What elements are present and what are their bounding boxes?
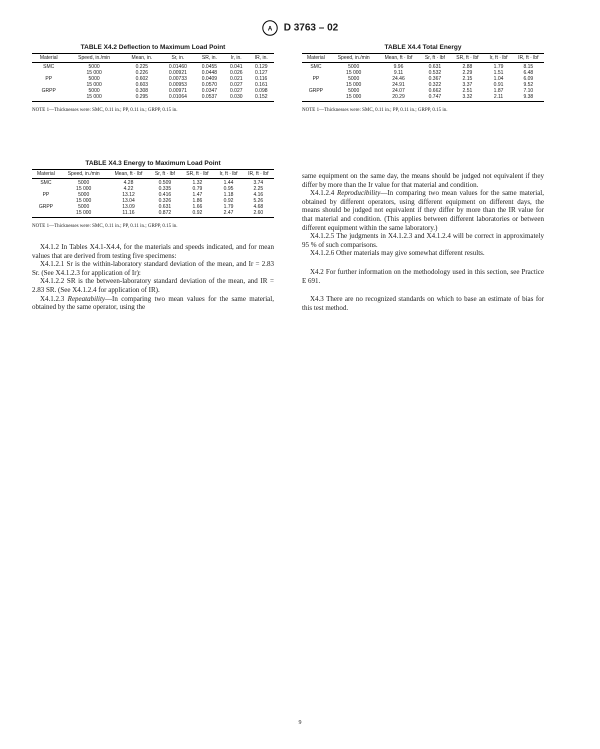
value-cell: 0.0537 (195, 94, 224, 102)
material-cell: PP (312, 76, 320, 82)
value-cell: 5000 (88, 64, 100, 70)
standard-designation: D 3763 – 02 (283, 22, 339, 34)
table-x44-caption: TABLE X4.4 Total Energy (384, 44, 462, 51)
value-cell: 0.00953 (168, 82, 187, 88)
value-cell: 0.01064 (161, 94, 195, 102)
column-header: SR, ft · lbf (180, 170, 214, 179)
paragraph-x4-1-2: X4.1.2 In Tables X4.1-X4.4, for the materials and speeds indicated, and for mean values that are derived from testing five specimens: (32, 243, 274, 260)
column-header: Sr, in. (161, 54, 195, 63)
value-cell: 5000 (88, 76, 100, 82)
paragraph-x4-1-2-3 (32, 295, 274, 312)
svg-text:A: A (267, 26, 272, 33)
column-header: Ir, ft · lbf (484, 54, 512, 63)
value-cell: 0.041 (230, 64, 243, 70)
value-cell: 0.00733 (168, 76, 187, 82)
value-cell: 0.0455 (201, 64, 218, 70)
table-x42-caption: TABLE X4.2 Deflection to Maximum Load Point (80, 44, 226, 51)
value-cell: 15 000 (76, 186, 92, 192)
paragraph-label: X4.1.2.3 (40, 294, 68, 303)
value-cell: 5000 (78, 192, 90, 198)
value-cell: 0.92 (180, 210, 214, 218)
paragraph-x4-1-2-5: X4.1.2.5 The judgments in X4.1.2.3 and X4.1.2.4 will be correct in approximately 95 % of such comparisons. (302, 232, 544, 249)
value-cell: 5.26 (253, 198, 264, 204)
value-cell: 2.51 (462, 88, 473, 94)
value-cell: 0.509 (158, 180, 172, 186)
paragraph-text: —In comparing two mean values for the same material, obtained by different operators, using different equipment on different days, the means should be judged not equivalent if they differ by more than the IR value for that material and condition. (This applies between different laboratories or between different equipment within the same laboratory.) (302, 189, 544, 232)
value-cell: 0.602 (135, 76, 149, 82)
value-cell: 4.28 (123, 180, 134, 186)
value-cell: 0.322 (428, 82, 442, 88)
value-cell: 2.47 (214, 210, 242, 218)
value-cell: 0.631 (428, 64, 442, 70)
value-cell: 5000 (88, 88, 100, 94)
table-x44-block (302, 44, 544, 113)
value-cell: 1.86 (192, 198, 203, 204)
value-cell: 0.01460 (168, 64, 187, 70)
value-cell: 1.47 (192, 192, 203, 198)
column-header: Speed, in./min (60, 170, 108, 179)
value-cell: 1.04 (493, 76, 504, 82)
table-x44 (302, 53, 544, 102)
value-cell: 15 000 (346, 70, 362, 76)
value-cell: 0.152 (249, 94, 274, 102)
page-number: 9 (298, 720, 302, 726)
value-cell: 15 000 (346, 82, 362, 88)
value-cell: 4.22 (123, 186, 134, 192)
value-cell: 9.52 (523, 82, 534, 88)
value-cell: 13.12 (122, 192, 135, 198)
value-cell: 1.87 (493, 88, 504, 94)
value-cell: 11.16 (108, 210, 150, 218)
material-cell: SMC (43, 64, 55, 70)
value-cell: 0.116 (255, 76, 268, 82)
value-cell: 0.95 (223, 186, 234, 192)
page-header (0, 20, 600, 36)
value-cell: 1.79 (493, 64, 504, 70)
column-header: Mean, ft · lbf (378, 54, 420, 63)
material-cell: PP (42, 192, 50, 198)
value-cell: 1.51 (493, 70, 504, 76)
value-cell: 0.161 (255, 82, 268, 88)
material-cell (32, 210, 60, 218)
column-header: Speed, in./min (65, 54, 122, 63)
column-header: Sr, ft · lbf (419, 54, 450, 63)
value-cell: 9.96 (393, 64, 404, 70)
column-header: Ir, ft · lbf (214, 170, 242, 179)
paragraph-title: Reproducibility (337, 189, 381, 198)
value-cell: 15 000 (65, 94, 122, 102)
value-cell: 0.226 (135, 70, 149, 76)
value-cell: 0.532 (428, 70, 442, 76)
table-row (302, 94, 544, 102)
value-cell: 1.66 (192, 204, 203, 210)
value-cell: 0.747 (419, 94, 450, 102)
value-cell: 6.48 (523, 70, 534, 76)
value-cell: 4.68 (253, 204, 264, 210)
right-text-block (302, 172, 544, 312)
material-cell: SMC (310, 64, 322, 70)
value-cell: 1.79 (223, 204, 234, 210)
value-cell: 24.91 (392, 82, 405, 88)
value-cell: 5000 (78, 180, 90, 186)
value-cell: 0.416 (158, 192, 172, 198)
column-header: Mean, ft · lbf (108, 170, 150, 179)
paragraph-x4-1-2-1: X4.1.2.1 Sr is the within-laboratory standard deviation of the mean, and Ir = 2.83 Sr. (See X4.1.2.3 for application of Ir): (32, 260, 274, 277)
column-header: SR, in. (195, 54, 224, 63)
value-cell: 15 000 (330, 94, 378, 102)
paragraph-x4-3: X4.3 There are no recognized standards on which to base an estimate of bias for this test method. (302, 295, 544, 312)
value-cell: 0.367 (428, 76, 442, 82)
value-cell: 1.18 (223, 192, 234, 198)
table-row (32, 94, 274, 102)
column-header: Ir, in. (224, 54, 249, 63)
paragraph-x4-1-2-4 (302, 189, 544, 232)
value-cell: 7.10 (523, 88, 534, 94)
value-cell: 0.0347 (201, 88, 218, 94)
paragraph-x4-1-2-2: X4.1.2.2 SR is the between-laboratory standard deviation of the mean, and IR = 2.83 SR. (See X4.1.2.4 for application of IR). (32, 277, 274, 294)
value-cell: 0.127 (255, 70, 268, 76)
value-cell: 0.662 (428, 88, 442, 94)
paragraph-label: X4.1.2.4 (310, 189, 338, 198)
material-cell (32, 94, 65, 102)
value-cell: 0.335 (158, 186, 172, 192)
value-cell: 2.88 (462, 64, 473, 70)
table-x42 (32, 53, 274, 102)
column-header: IR, in. (249, 54, 274, 63)
table-x43 (32, 169, 274, 218)
value-cell: 5000 (348, 76, 360, 82)
value-cell: 3.32 (450, 94, 484, 102)
table-x43-note: NOTE 1—Thicknesses were: SMC, 0.11 in.; PP, 0.11 in.; GRPP, 0.15 in. (32, 224, 178, 229)
value-cell: 0.129 (255, 64, 268, 70)
value-cell: 13.09 (122, 204, 135, 210)
value-cell: 0.0409 (201, 76, 218, 82)
column-header: Material (32, 54, 65, 63)
value-cell: 6.09 (523, 76, 534, 82)
value-cell: 0.030 (224, 94, 249, 102)
value-cell: 3.74 (253, 180, 264, 186)
material-cell: GRPP (41, 88, 56, 94)
value-cell: 0.027 (230, 82, 243, 88)
value-cell: 9.38 (513, 94, 544, 102)
table-row (302, 63, 544, 71)
paragraph-x4-2: X4.2 For further information on the methodology used in this section, see Practice E 691. (302, 267, 544, 285)
material-cell: GRPP (38, 204, 53, 210)
value-cell: 0.026 (230, 70, 243, 76)
value-cell: 1.44 (223, 180, 234, 186)
material-cell: PP (45, 76, 53, 82)
value-cell: 2.29 (462, 70, 473, 76)
value-cell: 15 000 (86, 82, 102, 88)
value-cell: 0.79 (192, 186, 203, 192)
value-cell: 2.60 (243, 210, 274, 218)
value-cell: 0.00971 (168, 88, 187, 94)
value-cell: 3.37 (462, 82, 473, 88)
value-cell: 5000 (78, 204, 90, 210)
value-cell: 0.027 (230, 88, 243, 94)
value-cell: 20.29 (378, 94, 420, 102)
value-cell: 0.92 (223, 198, 234, 204)
value-cell: 2.25 (253, 186, 264, 192)
astm-logo-icon (262, 20, 278, 36)
paragraph-x4-1-2-6: X4.1.2.6 Other materials may give somewhat different results. (310, 249, 485, 258)
value-cell: 5000 (348, 64, 360, 70)
column-header: IR, ft · lbf (243, 170, 274, 179)
value-cell: 0.91 (493, 82, 504, 88)
table-row (32, 210, 274, 218)
left-lower-block (32, 160, 274, 312)
value-cell: 9.11 (393, 70, 404, 76)
material-cell: SMC (40, 180, 52, 186)
paragraph-title: Repeatability (67, 294, 105, 303)
value-cell: 5000 (348, 88, 360, 94)
column-header: Speed, in./min (330, 54, 378, 63)
table-x44-note: NOTE 1—Thicknesses were: SMC, 0.11 in.; PP, 0.11 in.; GRPP, 0.15 in. (302, 108, 448, 113)
value-cell: 0.225 (135, 64, 149, 70)
value-cell: 2.11 (484, 94, 512, 102)
value-cell: 0.326 (158, 198, 172, 204)
column-header: Mean, in. (123, 54, 161, 63)
paragraph-continuation: same equipment on the same day, the means should be judged not equivalent if they differ by more than the Ir value for that material and condition. (302, 172, 544, 189)
value-cell: 0.021 (230, 76, 243, 82)
column-header: IR, ft · lbf (513, 54, 544, 63)
table-x42-block (32, 44, 274, 113)
value-cell: 15 000 (76, 198, 92, 204)
table-x43-caption: TABLE X4.3 Energy to Maximum Load Point (85, 160, 221, 167)
table-row (32, 63, 274, 71)
material-cell (302, 94, 330, 102)
value-cell: 0.00921 (168, 70, 187, 76)
value-cell: 0.098 (255, 88, 268, 94)
value-cell: 0.603 (135, 82, 149, 88)
value-cell: 4.16 (253, 192, 264, 198)
value-cell: 15 000 (86, 70, 102, 76)
value-cell: 0.631 (158, 204, 172, 210)
column-header: SR, ft · lbf (450, 54, 484, 63)
material-cell: GRPP (308, 88, 323, 94)
value-cell: 2.15 (462, 76, 473, 82)
value-cell: 24.07 (392, 88, 405, 94)
table-x42-note: NOTE 1—Thicknesses were: SMC, 0.11 in.; PP, 0.11 in.; GRPP, 0.15 in. (32, 108, 178, 113)
paragraph-text: —In comparing two mean values for the same material, obtained by the same operator, using the (32, 294, 274, 312)
value-cell: 0.308 (135, 88, 149, 94)
value-cell: 0.872 (149, 210, 180, 218)
value-cell: 8.15 (523, 64, 534, 70)
value-cell: 1.32 (192, 180, 203, 186)
value-cell: 0.0448 (201, 70, 218, 76)
table-row (32, 179, 274, 187)
column-header: Material (32, 170, 60, 179)
column-header: Sr, ft · lbf (149, 170, 180, 179)
value-cell: 13.04 (122, 198, 135, 204)
column-header: Material (302, 54, 330, 63)
value-cell: 15 000 (60, 210, 108, 218)
value-cell: 0.295 (123, 94, 161, 102)
value-cell: 24.46 (392, 76, 405, 82)
value-cell: 0.0570 (201, 82, 218, 88)
